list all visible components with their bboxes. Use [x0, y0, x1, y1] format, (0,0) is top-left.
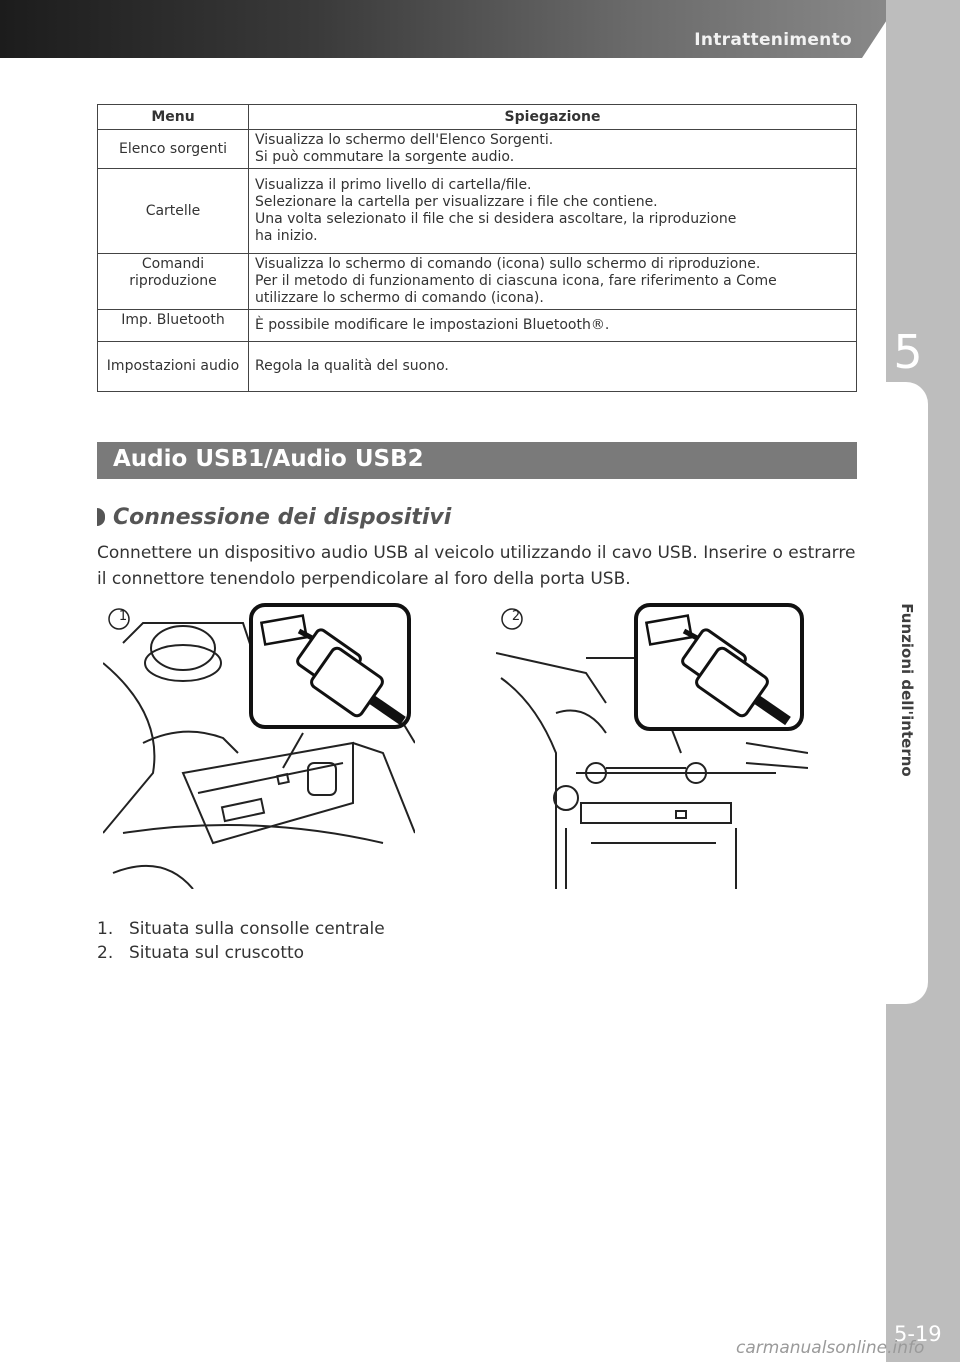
section-title: Intrattenimento: [694, 30, 852, 50]
explanation-line: Visualizza lo schermo dell'Elenco Sorgenti.: [255, 132, 554, 148]
body-paragraph: Connettere un dispositivo audio USB al veicolo utilizzando il cavo USB. Inserire o estrarre il connettore tenendolo perpendicolare al foro della porta USB.: [97, 543, 856, 589]
explanation-line: Per il metodo di funzionamento di ciascuna icona, fare riferimento a Come: [255, 273, 777, 289]
usb-dashboard-illustration-icon: [496, 603, 808, 889]
explanation-line: Selezionare la cartella per visualizzare i file che contiene.: [255, 194, 658, 210]
table-row: [98, 310, 857, 342]
chapter-title: Funzioni dell'interno: [898, 603, 916, 777]
table-row: [98, 130, 857, 169]
explanation-line: utilizzare lo schermo di comando (icona).: [255, 290, 544, 306]
table-cell-menu: Cartelle: [98, 169, 249, 254]
section-heading-text: Audio USB1/Audio USB2: [113, 446, 424, 472]
watermark: carmanualsonline.info: [736, 1338, 925, 1358]
figure-label: 1: [118, 609, 128, 624]
figure-label: 2: [511, 609, 521, 624]
subheading-marker-icon: [97, 508, 105, 526]
chapter-number: 5: [893, 325, 923, 379]
explanation-line: È possibile modificare le impostazioni Bluetooth®.: [255, 317, 610, 333]
subheading-text: Connessione dei dispositivi: [113, 505, 452, 530]
explanation-line: Visualizza il primo livello di cartella/file.: [255, 177, 532, 193]
section-heading: [97, 442, 857, 479]
menu-table: [97, 104, 857, 392]
explanation-line: Una volta selezionato il file che si desidera ascoltare, la riproduzione: [255, 211, 737, 227]
table-cell-explanation: [249, 254, 857, 310]
list-item: [97, 941, 385, 965]
explanation-line: Regola la qualità del suono.: [255, 358, 449, 374]
figure-caption-list: [97, 917, 385, 965]
table-cell-menu: Elenco sorgenti: [98, 130, 249, 169]
subheading: [97, 505, 451, 530]
list-text: Situata sul cruscotto: [129, 943, 305, 963]
table-cell-explanation: [249, 130, 857, 169]
table-cell-explanation: [249, 310, 857, 342]
explanation-line: ha inizio.: [255, 228, 318, 244]
list-text: Situata sulla consolle centrale: [129, 919, 385, 939]
table-cell-explanation: [249, 169, 857, 254]
page-number: 5-19: [894, 1322, 942, 1346]
table-cell-menu: Impostazioni audio: [98, 342, 249, 392]
table-header-explanation: Spiegazione: [249, 105, 857, 130]
table-header-row: [98, 105, 857, 130]
list-item: [97, 917, 385, 941]
table-cell-menu: Comandi riproduzione: [98, 254, 249, 310]
explanation-line: Visualizza lo schermo di comando (icona) sullo schermo di riproduzione.: [255, 256, 761, 272]
explanation-line: Si può commutare la sorgente audio.: [255, 149, 515, 165]
table-cell-menu: Imp. Bluetooth: [98, 310, 249, 342]
table-row: [98, 169, 857, 254]
table-cell-explanation: [249, 342, 857, 392]
table-row: [98, 254, 857, 310]
usb-console-illustration-icon: [103, 603, 415, 889]
list-number: 2.: [97, 943, 114, 963]
table-row: [98, 342, 857, 392]
list-number: 1.: [97, 919, 114, 939]
table-header-menu: Menu: [98, 105, 249, 130]
